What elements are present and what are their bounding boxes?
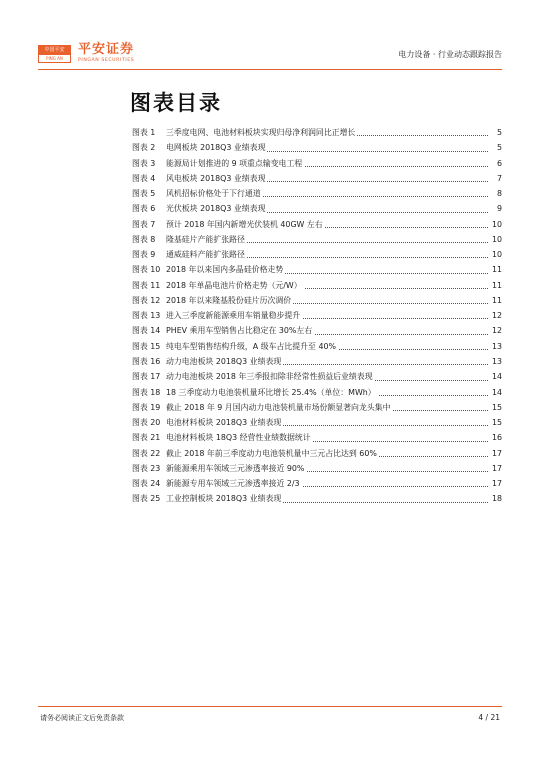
toc-entry-title: 风机招标价格处于下行通道 xyxy=(166,189,261,199)
toc-entry-body xyxy=(166,201,502,216)
toc-entry[interactable] xyxy=(132,385,502,400)
toc-entry-title: 新能源专用车领域三元渗透率接近 2/3 xyxy=(166,479,300,489)
toc-entry-title: 光伏板块 2018Q3 业绩表现 xyxy=(166,204,266,214)
toc-entry-title: 2018 年以来国内多晶硅价格走势 xyxy=(166,265,284,275)
toc-entry-title: 隆基硅片产能扩张路径 xyxy=(166,234,245,244)
toc-entry-number: 图表 16 xyxy=(132,356,161,366)
toc-entry-title: 动力电池板块 2018Q3 业绩表现 xyxy=(166,356,282,366)
toc-entry-title: 新能源乘用车领域三元渗透率接近 90% xyxy=(166,463,305,473)
toc-entry-number: 图表 11 xyxy=(132,280,161,290)
toc-entry[interactable] xyxy=(132,430,502,445)
toc-entry-page: 17 xyxy=(490,461,502,476)
toc-entry-title: 动力电池板块 2018 年三季报扣除非经常性损益后业绩表现 xyxy=(166,372,373,382)
toc-entry-number: 图表 20 xyxy=(132,418,161,428)
toc-entry-page: 5 xyxy=(495,140,502,155)
toc-entry-title: 电池材料板块 2018Q3 业绩表现 xyxy=(166,418,282,428)
toc-entry-number: 图表 4 xyxy=(132,173,156,183)
toc-entry-number: 图表 12 xyxy=(132,295,161,305)
toc-entry-title: 纯电车型销售结构升级，A 级车占比提升至 40% xyxy=(166,341,336,351)
toc-entry[interactable] xyxy=(132,186,502,201)
toc-entry[interactable] xyxy=(132,156,502,171)
toc-entry[interactable] xyxy=(132,354,502,369)
toc-entry[interactable] xyxy=(132,369,502,384)
toc-entry[interactable] xyxy=(132,446,502,461)
toc-entry-page: 10 xyxy=(490,247,502,262)
toc-entry[interactable] xyxy=(132,232,502,247)
toc-entry-number: 图表 13 xyxy=(132,311,161,321)
toc-entry[interactable] xyxy=(132,278,502,293)
toc-entry-title: 截止 2018 年 9 月国内动力电池装机量市场份额显著向龙头集中 xyxy=(166,402,391,412)
toc-entry-body xyxy=(166,354,502,369)
toc-entry-page: 8 xyxy=(495,186,502,201)
toc-entry[interactable] xyxy=(132,415,502,430)
toc-entry-title: 18 三季度动力电池装机量环比增长 25.4%（单位：MWh） xyxy=(166,387,376,397)
toc-entry-body xyxy=(166,476,502,491)
toc-entry-title: 进入三季度新能源乘用车销量稳步提升 xyxy=(166,311,301,321)
toc-entry-title: 工业控制板块 2018Q3 业绩表现 xyxy=(166,494,282,504)
toc-entry-body xyxy=(166,186,502,201)
toc-entry-page: 13 xyxy=(490,354,502,369)
footer-disclaimer: 请务必阅读正文后免责条款 xyxy=(40,714,124,722)
logo-bottom-text: PING AN xyxy=(46,56,63,61)
toc-entry[interactable] xyxy=(132,262,502,277)
toc-entry-body xyxy=(166,461,502,476)
toc-entry[interactable] xyxy=(132,476,502,491)
toc-entry[interactable] xyxy=(132,201,502,216)
toc-entry-page: 5 xyxy=(495,125,502,140)
toc-entry-body xyxy=(166,339,502,354)
toc-entry-body xyxy=(166,430,502,445)
toc-entry-page: 14 xyxy=(490,385,502,400)
toc-entry[interactable] xyxy=(132,217,502,232)
toc-entry-page: 14 xyxy=(490,369,502,384)
page-header xyxy=(38,42,502,68)
toc-entry-title: 风电板块 2018Q3 业绩表现 xyxy=(166,173,266,183)
toc-entry-number: 图表 1 xyxy=(132,128,156,137)
toc-entry-body xyxy=(166,400,502,415)
toc-entry-number: 图表 7 xyxy=(132,219,156,229)
toc-entry-page: 17 xyxy=(490,476,502,491)
toc-entry-page: 13 xyxy=(490,339,502,354)
toc-entry-title: 电池材料板块 18Q3 经营性业绩数据统计 xyxy=(166,433,311,443)
toc-entry-page: 18 xyxy=(490,491,502,506)
toc-entry-body xyxy=(166,278,502,293)
toc-entry-title: 截止 2018 年前三季度动力电池装机量中三元占比达到 60% xyxy=(166,448,377,458)
toc-entry-number: 图表 5 xyxy=(132,189,156,199)
toc-entry-title: 预计 2018 年国内新增光伏装机 40GW 左右 xyxy=(166,219,323,229)
toc-entry-title: 能源局计划推进的 9 项重点输变电工程 xyxy=(166,158,303,168)
toc-entry-body xyxy=(166,415,502,430)
toc-entry-body xyxy=(166,385,502,400)
toc-entry[interactable] xyxy=(132,308,502,323)
toc-entry-page: 6 xyxy=(495,156,502,171)
toc-entry-number: 图表 10 xyxy=(132,265,161,275)
toc-entry-number: 图表 9 xyxy=(132,250,156,260)
page-number: 4 / 21 xyxy=(478,713,500,722)
toc-entry-number: 图表 3 xyxy=(132,158,156,168)
toc-entry-body xyxy=(166,293,502,308)
report-type: 电力设备 · 行业动态跟踪报告 xyxy=(398,50,502,59)
toc-entry-page: 11 xyxy=(490,293,502,308)
toc-entry-body xyxy=(166,491,502,506)
toc-entry-number: 图表 22 xyxy=(132,448,161,458)
toc-entry-title: PHEV 乘用车型销售占比稳定在 30%左右 xyxy=(166,326,313,336)
toc-entry-body xyxy=(166,247,502,262)
footer-divider xyxy=(38,706,502,707)
toc-entry[interactable] xyxy=(132,140,502,155)
toc-entry-body xyxy=(166,262,502,277)
toc-entry-number: 图表 6 xyxy=(132,204,156,214)
toc-entry-title: 三季度电网、电池材料板块实现归母净利润同比正增长 xyxy=(166,128,356,137)
toc-entry[interactable] xyxy=(132,400,502,415)
toc-list xyxy=(132,125,502,507)
pingan-logo xyxy=(38,45,71,63)
toc-entry-number: 图表 2 xyxy=(132,143,156,153)
toc-entry-page: 10 xyxy=(490,217,502,232)
toc-entry-page: 16 xyxy=(490,430,502,445)
toc-entry-body xyxy=(166,156,502,171)
toc-entry[interactable] xyxy=(132,339,502,354)
toc-entry-page: 15 xyxy=(490,400,502,415)
toc-entry-number: 图表 23 xyxy=(132,463,161,473)
toc-entry[interactable] xyxy=(132,461,502,476)
toc-entry-title: 通威硅料产能扩张路径 xyxy=(166,250,245,260)
toc-entry-body xyxy=(166,308,502,323)
toc-entry[interactable] xyxy=(132,323,502,338)
toc-entry-body xyxy=(166,323,502,338)
toc-entry-number: 图表 15 xyxy=(132,341,161,351)
toc-entry-page: 7 xyxy=(495,171,502,186)
toc-entry-number: 图表 17 xyxy=(132,372,161,382)
toc-entry-body xyxy=(166,369,502,384)
toc-entry-number: 图表 24 xyxy=(132,479,161,489)
toc-entry-page: 17 xyxy=(490,446,502,461)
toc-entry-number: 图表 14 xyxy=(132,326,161,336)
toc-entry-title: 2018 年单晶电池片价格走势（元/W） xyxy=(166,280,302,290)
header-divider xyxy=(38,69,502,70)
toc-entry[interactable] xyxy=(132,171,502,186)
toc-entry-page: 12 xyxy=(490,308,502,323)
toc-entry[interactable] xyxy=(132,247,502,262)
toc-entry[interactable] xyxy=(132,491,502,506)
toc-entry-page: 15 xyxy=(490,415,502,430)
toc-entry-page: 9 xyxy=(495,201,502,216)
toc-entry-title: 电网板块 2018Q3 业绩表现 xyxy=(166,143,266,153)
toc-entry-title: 2018 年以来隆基股份硅片历次调价 xyxy=(166,295,292,305)
page-title: 图表目录 xyxy=(130,91,222,115)
toc-entry[interactable] xyxy=(132,125,502,140)
toc-entry-body xyxy=(166,232,502,247)
toc-entry-number: 图表 25 xyxy=(132,494,161,504)
toc-entry-page: 11 xyxy=(490,278,502,293)
toc-entry-number: 图表 21 xyxy=(132,433,161,443)
logo-top-text: 中国平安 xyxy=(39,46,70,55)
brand-name-en: PINGAN SECURITIES xyxy=(78,58,135,63)
toc-entry-body xyxy=(166,140,502,155)
toc-entry-page: 10 xyxy=(490,232,502,247)
toc-entry-body xyxy=(166,125,502,140)
toc-entry-page: 12 xyxy=(490,323,502,338)
toc-entry-body xyxy=(166,446,502,461)
toc-entry-number: 图表 8 xyxy=(132,234,156,244)
toc-entry-body xyxy=(166,217,502,232)
toc-entry-number: 图表 18 xyxy=(132,387,161,397)
toc-entry[interactable] xyxy=(132,293,502,308)
toc-entry-body xyxy=(166,171,502,186)
toc-entry-page: 11 xyxy=(490,262,502,277)
brand-name-cn: 平安证券 xyxy=(78,42,135,57)
toc-entry-number: 图表 19 xyxy=(132,402,161,412)
